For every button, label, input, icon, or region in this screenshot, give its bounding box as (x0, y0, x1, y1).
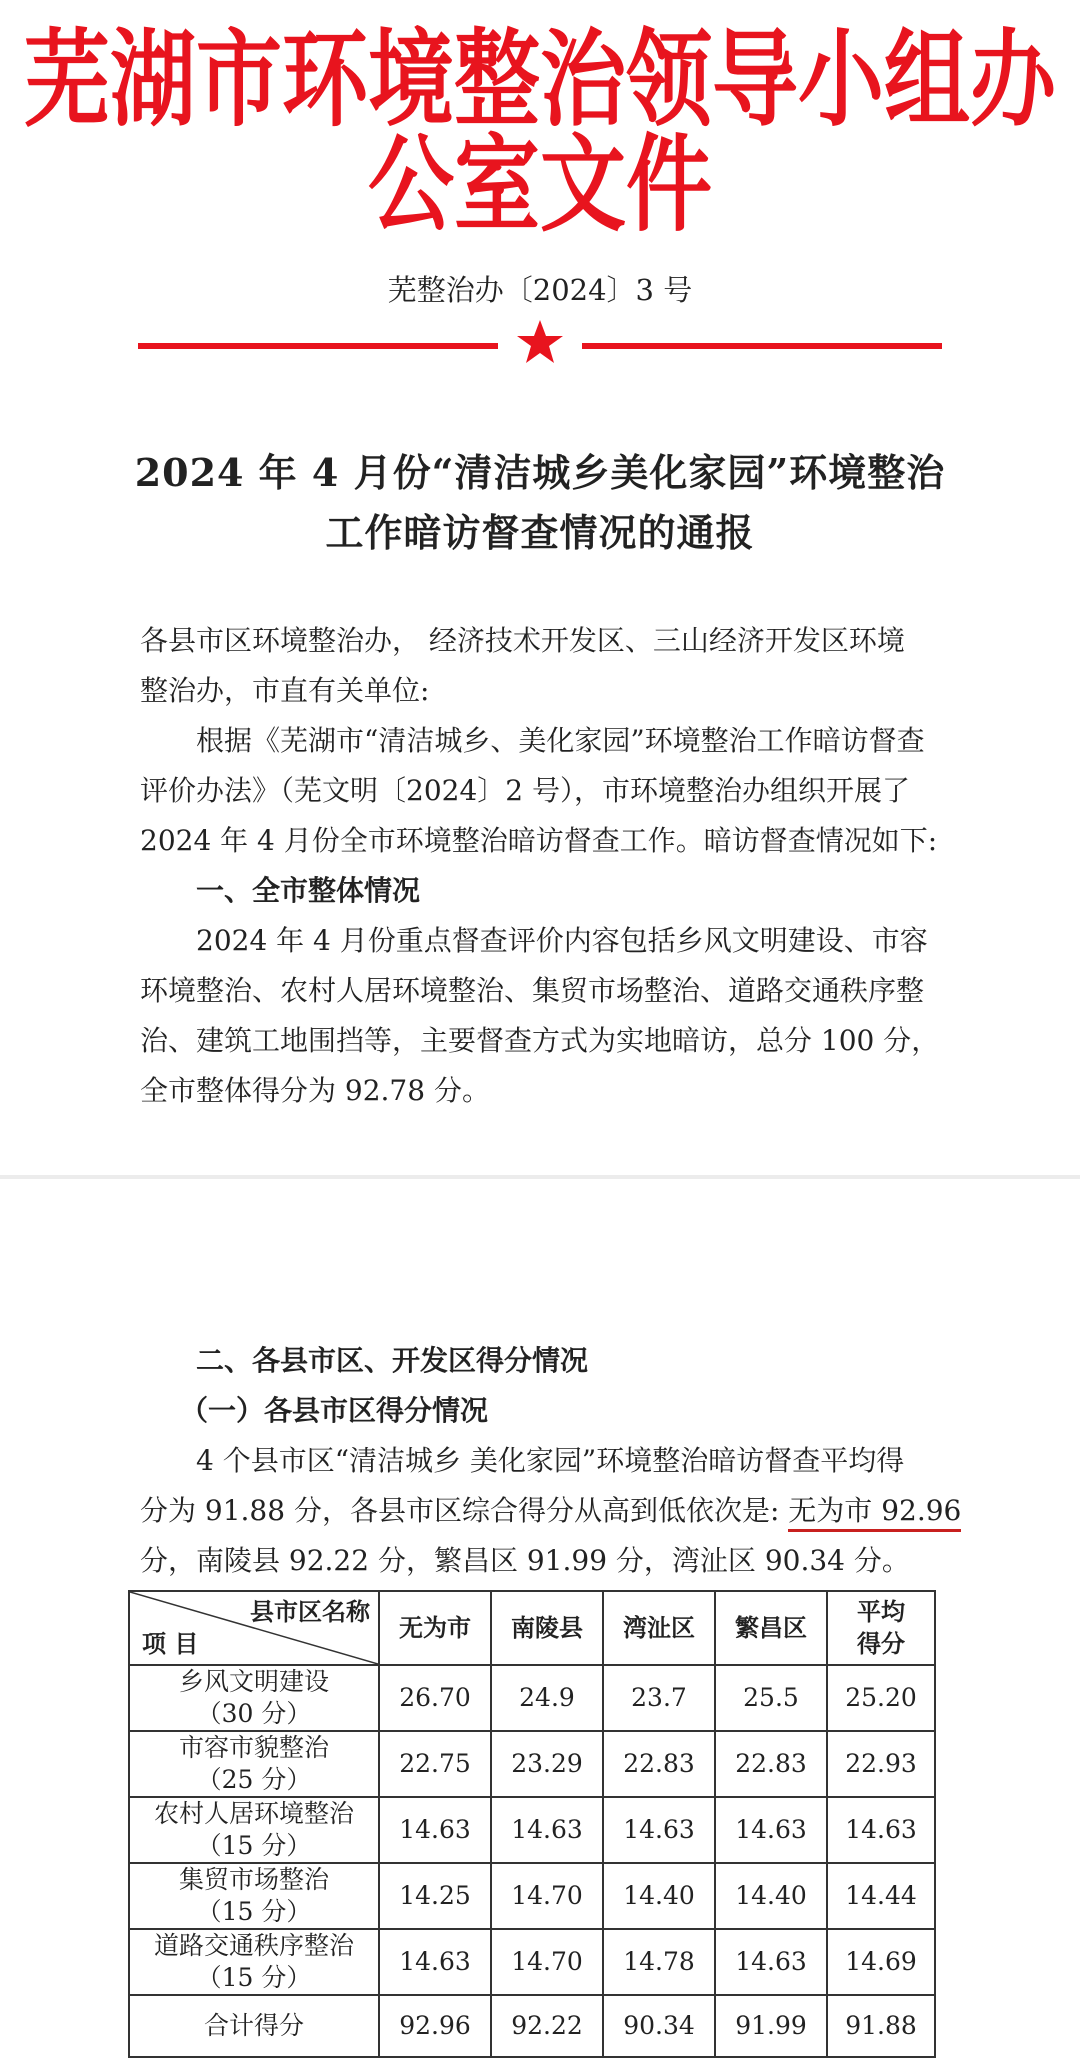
table-cell: 91.99 (715, 1995, 827, 2057)
paragraph-line: 根据《芜湖市“清洁城乡、美化家园”环境整治工作暗访督查 (196, 724, 925, 757)
table-cell: 92.22 (491, 1995, 603, 2057)
table-cell: 22.83 (715, 1731, 827, 1797)
table-row (129, 1929, 935, 1995)
table-header-row (129, 1591, 935, 1665)
table-cell: 14.63 (715, 1929, 827, 1995)
table-cell: 14.70 (491, 1929, 603, 1995)
column-header: 无为市 (379, 1591, 491, 1665)
red-rule-left (138, 343, 498, 349)
corner-label-bottom: 项 目 (142, 1630, 199, 1658)
row-label-points: （25 分） (196, 1765, 312, 1794)
row-label (129, 1731, 379, 1797)
paragraph-line: 4 个县市区“清洁城乡 美化家园”环境整治暗访督查平均得 (196, 1444, 905, 1477)
row-label-points: （15 分） (196, 1831, 312, 1860)
address-line: 各县市区环境整治办， 经济技术开发区、三山经济开发区环境 (140, 624, 905, 657)
subsection-heading: （一）各县市区得分情况 (180, 1394, 489, 1427)
row-label-points: （30 分） (196, 1699, 312, 1728)
score-table (128, 1590, 936, 2058)
row-label (129, 1797, 379, 1863)
table-cell: 14.63 (379, 1797, 491, 1863)
table-corner-cell (129, 1591, 379, 1665)
paragraph-line: 2024 年 4 月份重点督查评价内容包括乡风文明建设、市容 (196, 924, 928, 957)
table-cell: 14.69 (827, 1929, 935, 1995)
row-label-name: 集贸市场整治 (178, 1865, 329, 1894)
table-cell: 24.9 (491, 1665, 603, 1731)
column-header: 南陵县 (491, 1591, 603, 1665)
row-label (129, 1863, 379, 1929)
address-line: 整治办，市直有关单位: (140, 674, 430, 707)
row-label (129, 1929, 379, 1995)
table-cell: 14.40 (715, 1863, 827, 1929)
row-label-name: 乡风文明建设 (178, 1667, 329, 1696)
table-cell: 14.63 (379, 1929, 491, 1995)
row-label (129, 1665, 379, 1731)
average-label-line: 平均 (857, 1598, 905, 1626)
table-cell: 26.70 (379, 1665, 491, 1731)
table-cell: 25.20 (827, 1665, 935, 1731)
paragraph-line: 全市整体得分为 92.78 分。 (140, 1074, 490, 1107)
table-cell: 23.29 (491, 1731, 603, 1797)
paragraph-text: 分为 91.88 分，各县市区综合得分从高到低依次是: (140, 1494, 789, 1527)
row-label-points: （15 分） (196, 1897, 312, 1926)
table-cell: 14.63 (491, 1797, 603, 1863)
column-header: 繁昌区 (715, 1591, 827, 1665)
table-cell: 90.34 (603, 1995, 715, 2057)
row-label-name: 道路交通秩序整治 (153, 1931, 354, 1960)
table-cell: 14.25 (379, 1863, 491, 1929)
row-label-name: 农村人居环境整治 (153, 1799, 354, 1828)
row-label-points: （15 分） (196, 1963, 312, 1992)
table-cell: 22.83 (603, 1731, 715, 1797)
address-block (140, 616, 940, 1116)
table-cell: 91.88 (827, 1995, 935, 2057)
average-label-line: 得分 (857, 1630, 905, 1658)
table-total-row (129, 1995, 935, 2057)
masthead-title: 芜湖市环境整治领导小组办公室文件 (24, 18, 1056, 247)
corner-label-top: 县市区名称 (250, 1598, 370, 1626)
section-heading: 二、各县市区、开发区得分情况 (196, 1344, 589, 1377)
table-cell: 14.40 (603, 1863, 715, 1929)
column-header-average (827, 1591, 935, 1665)
paragraph-line: 分，南陵县 92.22 分，繁昌区 91.99 分，湾沚区 90.34 分。 (140, 1544, 910, 1577)
section-heading: 一、全市整体情况 (196, 874, 421, 907)
table-cell: 22.93 (827, 1731, 935, 1797)
document-title-line2: 工作暗访督查情况的通报 (325, 510, 755, 555)
row-label-name: 市容市貌整治 (178, 1733, 329, 1762)
table-row (129, 1665, 935, 1731)
table-row (129, 1797, 935, 1863)
section-two-block (140, 1336, 962, 1586)
page-divider (0, 1175, 1080, 1179)
paragraph-line (140, 1486, 962, 1536)
paragraph-line: 环境整治、农村人居环境整治、集贸市场整治、道路交通秩序整 (140, 974, 925, 1007)
paragraph-line: 2024 年 4 月份全市环境整治暗访督查工作。暗访督查情况如下: (140, 824, 938, 857)
paragraph-line: 治、建筑工地围挡等，主要督查方式为实地暗访，总分 100 分， (140, 1024, 940, 1057)
table-cell: 22.75 (379, 1731, 491, 1797)
table-cell: 14.44 (827, 1863, 935, 1929)
red-rule-right (582, 343, 942, 349)
star-icon (516, 318, 564, 366)
table-cell: 14.63 (715, 1797, 827, 1863)
table-row (129, 1863, 935, 1929)
table-cell: 14.63 (827, 1797, 935, 1863)
table-cell: 14.78 (603, 1929, 715, 1995)
table-cell: 25.5 (715, 1665, 827, 1731)
document-title-line1: 2024 年 4 月份“清洁城乡美化家园”环境整治 (134, 450, 946, 495)
table-cell: 14.63 (603, 1797, 715, 1863)
table-cell: 92.96 (379, 1995, 491, 2057)
highlighted-score: 无为市 92.96 (788, 1494, 961, 1532)
table-row (129, 1731, 935, 1797)
document-number: 芜整治办〔2024〕3 号 (387, 273, 693, 307)
total-label: 合计得分 (129, 1995, 379, 2057)
table-cell: 23.7 (603, 1665, 715, 1731)
table-cell: 14.70 (491, 1863, 603, 1929)
paragraph-line: 评价办法》（芜文明〔2024〕2 号），市环境整治办组织开展了 (140, 774, 910, 807)
column-header: 湾沚区 (603, 1591, 715, 1665)
